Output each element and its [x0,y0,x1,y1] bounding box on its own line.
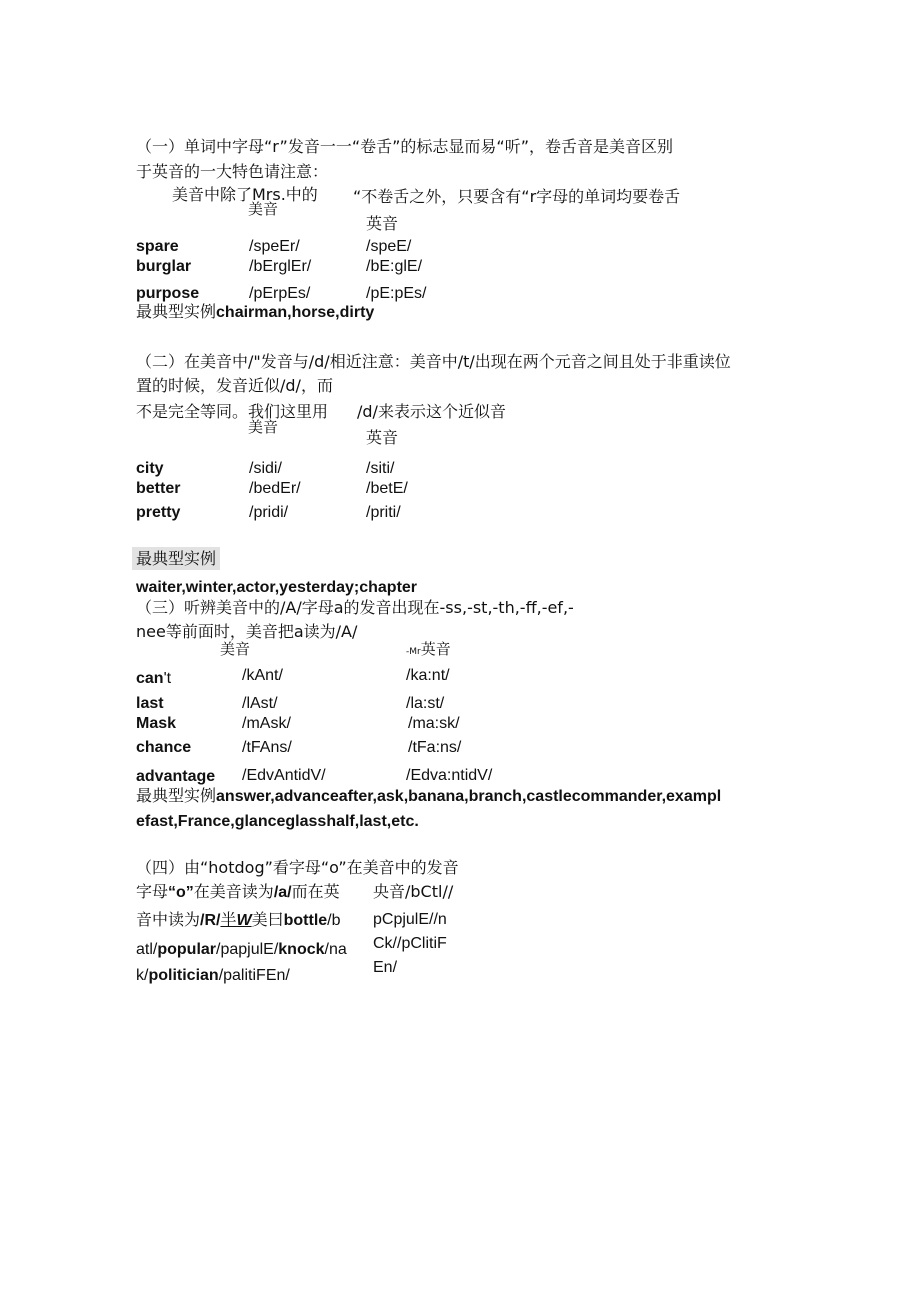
s4-l3-d: knock [278,941,325,958]
s1-row3-word: purpose [136,285,200,302]
section3-col-uk [406,640,451,658]
s4-l2-f: 曰 [267,910,284,929]
s4-l3-c: /papjulE/ [216,941,279,958]
s2-example-words: waiter,winter,actor,yesterday;chapter [136,579,418,596]
s2-row3-uk: /priti/ [366,504,401,521]
s4-right-line1: 央音/bCtl// [373,882,454,901]
section3-col-uk-label: 英音 [420,640,451,658]
s1-row2-us: /bErglEr/ [249,258,312,275]
s4-l2-h: /b [327,912,341,929]
s3-row1-word [136,668,171,688]
section1-col-uk: 英音 [366,214,399,233]
section4-heading: （四）由“hotdog”看字母“o”在美音中的发音 [136,858,459,877]
s4-l3-b: popular [157,941,217,958]
s1-row1-word: spare [136,238,179,255]
s3-row5-us: /EdvAntidV/ [242,767,326,784]
s3-row5-uk: /Edva:ntidV/ [406,767,493,784]
s4-l2-e: 美 [251,910,268,929]
section3-col-us: 美音 [220,640,251,658]
s2-row2-uk: /betE/ [366,480,408,497]
s4-l1-o: “o” [168,884,194,901]
s4-l2-c: 半 [220,910,237,929]
s1-row2-uk: /bE:glE/ [366,258,423,275]
s3-example-words-line1: answer,advanceafter,ask,banana,branch,castlecommander,exampl [216,788,722,805]
section1-note-a: 美音中除了Mrs.中的 [172,185,318,204]
s3-example-line2: efast,France,glanceglasshalf,last,etc. [136,813,419,830]
s4-l1-b: 在美音读为 [193,882,274,901]
s4-l2-b: /R/ [200,912,221,929]
s3-row2-word: last [136,695,164,712]
s3-row4-uk: /tFa:ns/ [408,739,462,756]
s4-left-line4 [136,965,290,985]
s2-row1-us: /sidi/ [249,460,282,477]
s1-row3-uk: /pE:pEs/ [366,285,427,302]
s2-row3-word: pretty [136,504,181,521]
section2-heading-line2: 置的时候，发音近似/d/，而 [136,376,333,395]
s4-right-line4: En/ [373,959,398,976]
s4-left-line2 [136,910,341,930]
s4-l1-c: /a/ [273,884,292,901]
s3-row2-us: /lAst/ [242,695,278,712]
s4-l4-c: /palitiFEn/ [218,967,290,984]
s3-row5-word: advantage [136,768,216,785]
section3-heading-line2: nee等前面时，美音把a读为/A/ [136,622,358,641]
section2-heading-line1: （二）在美音中/"发音与/d/相近注意：美音中/t/出现在两个元音之间且处于非重读位 [136,352,731,371]
s1-row1-uk: /speE/ [366,238,412,255]
s4-right-line2: pCpjulE//n [373,911,447,928]
s2-example-label: 最典型实例 [132,547,220,570]
s2-row1-word: city [136,460,164,477]
s4-l4-b: politician [148,967,219,984]
s2-row2-us: /bedEr/ [249,480,301,497]
s4-left-line1 [136,882,340,902]
s3-row1-word-main: can [136,670,164,687]
s3-row1-uk: /ka:nt/ [406,667,450,684]
s4-l4-a: k/ [136,967,149,984]
s3-row1-us: /kAnt/ [242,667,283,684]
s4-right-line3: Ck//pClitiF [373,935,447,952]
s1-example [136,302,374,322]
section1-heading-line2: 于英音的一大特色请注意： [136,162,329,181]
s4-l3-a: atl/ [136,941,158,958]
s3-row3-word: Mask [136,715,177,732]
s3-row4-word: chance [136,739,192,756]
s4-l3-e: /na [324,941,347,958]
s4-l1-a: 字母 [136,882,169,901]
s4-l2-d: W [236,912,252,929]
section2-col-uk: 英音 [366,428,399,447]
s2-row1-uk: /siti/ [366,460,395,477]
s3-row3-uk: /ma:sk/ [408,715,460,732]
section2-heading-line3b: /d/来表示这个近似音 [357,402,506,421]
s3-row1-word-suffix: 't [163,670,172,687]
s2-row3-us: /pridi/ [249,504,289,521]
s1-example-words: chairman,horse,dirty [216,304,375,321]
s1-example-label: 最典型实例 [136,302,217,321]
section1-note-b: “不卷舌之外，只要含有“r字母的单词均要卷舌 [353,187,681,206]
s3-example-line1 [136,786,721,806]
s4-left-line3 [136,939,347,959]
section3-heading-line1: （三）听辨美音中的/A/字母a的发音出现在-ss,-st,-th,-ff,-ef,- [136,598,574,617]
s2-row2-word: better [136,480,181,497]
s1-row3-us: /pErpEs/ [249,285,311,302]
s4-l2-g: bottle [283,912,328,929]
s4-l1-d: 而在英 [291,882,340,901]
section2-heading-line3a: 不是完全等同。我们这里用 [136,402,329,421]
s4-l2-a: 音中读为 [136,910,201,929]
s3-row2-uk: /la:st/ [406,695,445,712]
s1-row1-us: /speEr/ [249,238,300,255]
s1-row2-word: burglar [136,258,192,275]
s3-row3-us: /mAsk/ [242,715,291,732]
s3-example-label: 最典型实例 [136,786,217,805]
s3-row4-us: /tFAns/ [242,739,292,756]
section3-col-uk-prefix: -Mr [406,647,421,657]
section1-heading-line1: （一）单词中字母“r”发音一一“卷舌”的标志显而易“听”，卷舌音是美音区别 [136,137,673,156]
section2-col-us: 美音 [248,418,279,436]
section1-col-us: 美音 [248,200,279,218]
